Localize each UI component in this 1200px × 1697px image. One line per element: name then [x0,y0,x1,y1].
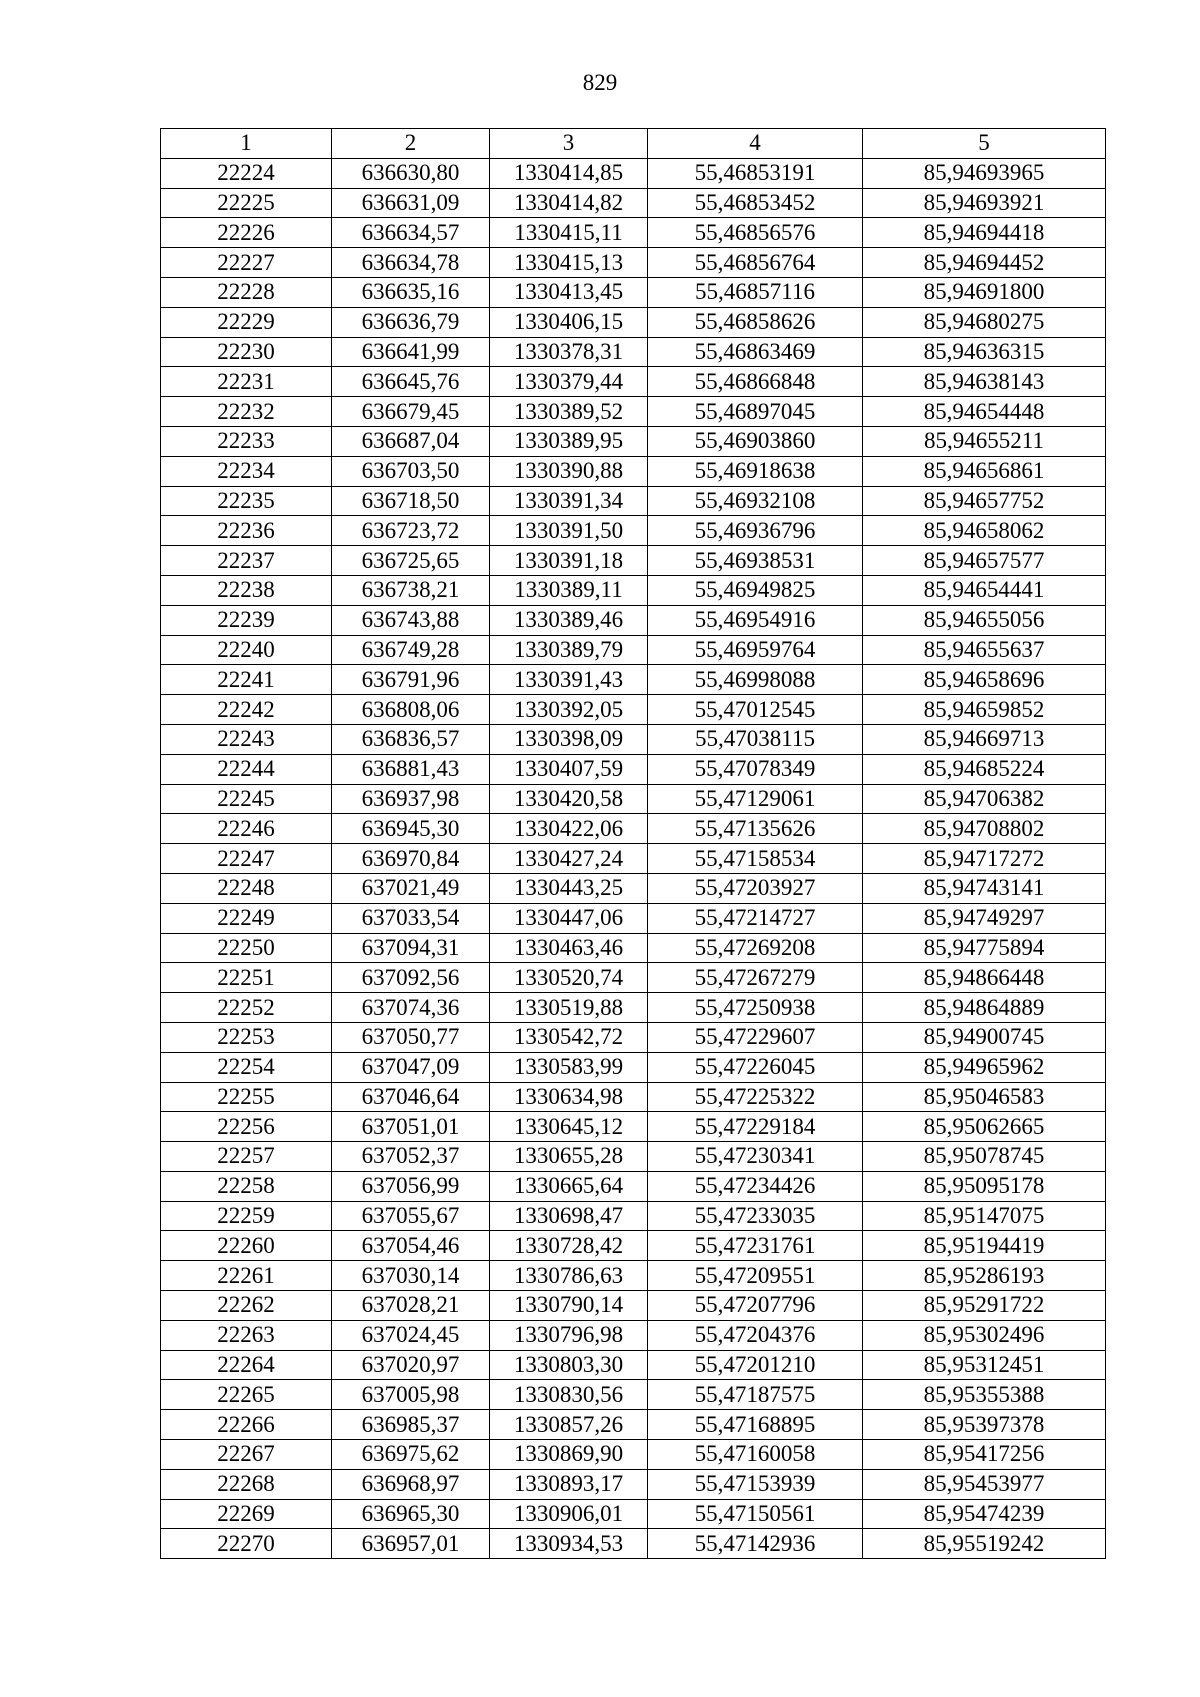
longitude-cell: 85,94636315 [863,337,1106,367]
longitude-cell: 85,94680275 [863,307,1106,337]
x-coordinate-cell: 636718,50 [332,486,490,516]
y-coordinate-cell: 1330520,74 [490,963,648,993]
latitude-cell: 55,47204376 [648,1320,863,1350]
longitude-cell: 85,95355388 [863,1380,1106,1410]
y-coordinate-cell: 1330790,14 [490,1291,648,1321]
table-row [161,546,1106,576]
longitude-cell: 85,94749297 [863,903,1106,933]
longitude-cell: 85,94654448 [863,397,1106,427]
x-coordinate-cell: 637033,54 [332,903,490,933]
y-coordinate-cell: 1330893,17 [490,1469,648,1499]
latitude-cell: 55,47038115 [648,724,863,754]
column-header-3: 3 [490,129,648,159]
y-coordinate-cell: 1330698,47 [490,1201,648,1231]
latitude-cell: 55,47078349 [648,754,863,784]
latitude-cell: 55,46863469 [648,337,863,367]
x-coordinate-cell: 636965,30 [332,1499,490,1529]
longitude-cell: 85,95291722 [863,1291,1106,1321]
latitude-cell: 55,47168895 [648,1410,863,1440]
x-coordinate-cell: 636970,84 [332,844,490,874]
x-coordinate-cell: 636634,78 [332,248,490,278]
x-coordinate-cell: 636968,97 [332,1469,490,1499]
latitude-cell: 55,47229607 [648,1022,863,1052]
x-coordinate-cell: 637056,99 [332,1171,490,1201]
x-coordinate-cell: 636937,98 [332,784,490,814]
latitude-cell: 55,47201210 [648,1350,863,1380]
y-coordinate-cell: 1330390,88 [490,456,648,486]
latitude-cell: 55,47142936 [648,1529,863,1559]
latitude-cell: 55,47225322 [648,1082,863,1112]
x-coordinate-cell: 636634,57 [332,218,490,248]
longitude-cell: 85,94655211 [863,426,1106,456]
table-row [161,1529,1106,1559]
table-row [161,1171,1106,1201]
point-number-cell: 22229 [161,307,332,337]
point-number-cell: 22243 [161,724,332,754]
x-coordinate-cell: 636808,06 [332,695,490,725]
longitude-cell: 85,94775894 [863,933,1106,963]
point-number-cell: 22251 [161,963,332,993]
point-number-cell: 22235 [161,486,332,516]
table-row [161,1261,1106,1291]
table-row [161,486,1106,516]
y-coordinate-cell: 1330447,06 [490,903,648,933]
y-coordinate-cell: 1330420,58 [490,784,648,814]
latitude-cell: 55,46853191 [648,158,863,188]
longitude-cell: 85,95078745 [863,1142,1106,1172]
latitude-cell: 55,46903860 [648,426,863,456]
y-coordinate-cell: 1330665,64 [490,1171,648,1201]
y-coordinate-cell: 1330906,01 [490,1499,648,1529]
longitude-cell: 85,95302496 [863,1320,1106,1350]
latitude-cell: 55,46853452 [648,188,863,218]
point-number-cell: 22246 [161,814,332,844]
longitude-cell: 85,95453977 [863,1469,1106,1499]
table-row [161,188,1106,218]
latitude-cell: 55,47203927 [648,873,863,903]
x-coordinate-cell: 636725,65 [332,546,490,576]
table-row [161,903,1106,933]
longitude-cell: 85,95095178 [863,1171,1106,1201]
point-number-cell: 22248 [161,873,332,903]
y-coordinate-cell: 1330392,05 [490,695,648,725]
table-row [161,218,1106,248]
x-coordinate-cell: 636738,21 [332,575,490,605]
x-coordinate-cell: 636749,28 [332,635,490,665]
latitude-cell: 55,47135626 [648,814,863,844]
table-body [161,158,1106,1558]
point-number-cell: 22250 [161,933,332,963]
point-number-cell: 22239 [161,605,332,635]
latitude-cell: 55,47160058 [648,1440,863,1470]
longitude-cell: 85,94693965 [863,158,1106,188]
y-coordinate-cell: 1330391,50 [490,516,648,546]
x-coordinate-cell: 637046,64 [332,1082,490,1112]
table-header [161,129,1106,159]
point-number-cell: 22265 [161,1380,332,1410]
table-row [161,695,1106,725]
x-coordinate-cell: 637028,21 [332,1291,490,1321]
longitude-cell: 85,94655056 [863,605,1106,635]
longitude-cell: 85,94693921 [863,188,1106,218]
point-number-cell: 22249 [161,903,332,933]
x-coordinate-cell: 637055,67 [332,1201,490,1231]
point-number-cell: 22270 [161,1529,332,1559]
x-coordinate-cell: 636723,72 [332,516,490,546]
y-coordinate-cell: 1330414,82 [490,188,648,218]
longitude-cell: 85,94691800 [863,277,1106,307]
x-coordinate-cell: 636635,16 [332,277,490,307]
y-coordinate-cell: 1330391,43 [490,665,648,695]
point-number-cell: 22230 [161,337,332,367]
latitude-cell: 55,47250938 [648,993,863,1023]
point-number-cell: 22236 [161,516,332,546]
longitude-cell: 85,95312451 [863,1350,1106,1380]
point-number-cell: 22259 [161,1201,332,1231]
y-coordinate-cell: 1330869,90 [490,1440,648,1470]
longitude-cell: 85,94900745 [863,1022,1106,1052]
y-coordinate-cell: 1330542,72 [490,1022,648,1052]
table-row [161,426,1106,456]
latitude-cell: 55,46949825 [648,575,863,605]
table-row [161,575,1106,605]
point-number-cell: 22232 [161,397,332,427]
table-row [161,277,1106,307]
longitude-cell: 85,94706382 [863,784,1106,814]
longitude-cell: 85,94743141 [863,873,1106,903]
table-row [161,1350,1106,1380]
table-row [161,1291,1106,1321]
x-coordinate-cell: 637047,09 [332,1052,490,1082]
y-coordinate-cell: 1330406,15 [490,307,648,337]
y-coordinate-cell: 1330645,12 [490,1112,648,1142]
longitude-cell: 85,94694418 [863,218,1106,248]
table-row [161,1022,1106,1052]
x-coordinate-cell: 636687,04 [332,426,490,456]
table-row [161,1320,1106,1350]
longitude-cell: 85,95417256 [863,1440,1106,1470]
x-coordinate-cell: 636975,62 [332,1440,490,1470]
x-coordinate-cell: 636631,09 [332,188,490,218]
latitude-cell: 55,47153939 [648,1469,863,1499]
point-number-cell: 22260 [161,1231,332,1261]
x-coordinate-cell: 636945,30 [332,814,490,844]
point-number-cell: 22241 [161,665,332,695]
longitude-cell: 85,94657577 [863,546,1106,576]
latitude-cell: 55,47231761 [648,1231,863,1261]
point-number-cell: 22253 [161,1022,332,1052]
table-row [161,844,1106,874]
table-row [161,933,1106,963]
latitude-cell: 55,46858626 [648,307,863,337]
latitude-cell: 55,47267279 [648,963,863,993]
y-coordinate-cell: 1330786,63 [490,1261,648,1291]
longitude-cell: 85,94864889 [863,993,1106,1023]
point-number-cell: 22261 [161,1261,332,1291]
point-number-cell: 22237 [161,546,332,576]
longitude-cell: 85,95046583 [863,1082,1106,1112]
x-coordinate-cell: 637020,97 [332,1350,490,1380]
longitude-cell: 85,94866448 [863,963,1106,993]
point-number-cell: 22227 [161,248,332,278]
y-coordinate-cell: 1330443,25 [490,873,648,903]
latitude-cell: 55,47209551 [648,1261,863,1291]
y-coordinate-cell: 1330519,88 [490,993,648,1023]
point-number-cell: 22267 [161,1440,332,1470]
table-row [161,1231,1106,1261]
latitude-cell: 55,47214727 [648,903,863,933]
y-coordinate-cell: 1330413,45 [490,277,648,307]
table-row [161,1082,1106,1112]
point-number-cell: 22264 [161,1350,332,1380]
table-row [161,158,1106,188]
point-number-cell: 22244 [161,754,332,784]
x-coordinate-cell: 636645,76 [332,367,490,397]
x-coordinate-cell: 637074,36 [332,993,490,1023]
x-coordinate-cell: 636836,57 [332,724,490,754]
latitude-cell: 55,46954916 [648,605,863,635]
y-coordinate-cell: 1330391,34 [490,486,648,516]
longitude-cell: 85,94669713 [863,724,1106,754]
table-row [161,248,1106,278]
latitude-cell: 55,46938531 [648,546,863,576]
latitude-cell: 55,46856576 [648,218,863,248]
longitude-cell: 85,95474239 [863,1499,1106,1529]
column-header-5: 5 [863,129,1106,159]
y-coordinate-cell: 1330728,42 [490,1231,648,1261]
y-coordinate-cell: 1330803,30 [490,1350,648,1380]
longitude-cell: 85,94658062 [863,516,1106,546]
point-number-cell: 22247 [161,844,332,874]
table-row [161,754,1106,784]
x-coordinate-cell: 637050,77 [332,1022,490,1052]
point-number-cell: 22266 [161,1410,332,1440]
table-row [161,873,1106,903]
y-coordinate-cell: 1330379,44 [490,367,648,397]
longitude-cell: 85,94694452 [863,248,1106,278]
point-number-cell: 22242 [161,695,332,725]
point-number-cell: 22224 [161,158,332,188]
table-row [161,1380,1106,1410]
x-coordinate-cell: 637054,46 [332,1231,490,1261]
x-coordinate-cell: 636985,37 [332,1410,490,1440]
latitude-cell: 55,46932108 [648,486,863,516]
y-coordinate-cell: 1330407,59 [490,754,648,784]
point-number-cell: 22256 [161,1112,332,1142]
table-row [161,1499,1106,1529]
x-coordinate-cell: 636636,79 [332,307,490,337]
table-row [161,635,1106,665]
latitude-cell: 55,47187575 [648,1380,863,1410]
y-coordinate-cell: 1330857,26 [490,1410,648,1440]
x-coordinate-cell: 637051,01 [332,1112,490,1142]
y-coordinate-cell: 1330655,28 [490,1142,648,1172]
table-row [161,993,1106,1023]
latitude-cell: 55,47229184 [648,1112,863,1142]
latitude-cell: 55,47234426 [648,1171,863,1201]
longitude-cell: 85,95147075 [863,1201,1106,1231]
point-number-cell: 22257 [161,1142,332,1172]
y-coordinate-cell: 1330398,09 [490,724,648,754]
y-coordinate-cell: 1330389,46 [490,605,648,635]
point-number-cell: 22263 [161,1320,332,1350]
longitude-cell: 85,94654441 [863,575,1106,605]
latitude-cell: 55,46918638 [648,456,863,486]
longitude-cell: 85,94655637 [863,635,1106,665]
latitude-cell: 55,46897045 [648,397,863,427]
x-coordinate-cell: 637030,14 [332,1261,490,1291]
x-coordinate-cell: 637094,31 [332,933,490,963]
header-row [161,129,1106,159]
x-coordinate-cell: 637005,98 [332,1380,490,1410]
y-coordinate-cell: 1330414,85 [490,158,648,188]
table-row [161,605,1106,635]
point-number-cell: 22228 [161,277,332,307]
longitude-cell: 85,94657752 [863,486,1106,516]
longitude-cell: 85,94717272 [863,844,1106,874]
point-number-cell: 22262 [161,1291,332,1321]
table-row [161,1142,1106,1172]
latitude-cell: 55,47158534 [648,844,863,874]
latitude-cell: 55,47233035 [648,1201,863,1231]
y-coordinate-cell: 1330463,46 [490,933,648,963]
y-coordinate-cell: 1330389,52 [490,397,648,427]
y-coordinate-cell: 1330583,99 [490,1052,648,1082]
y-coordinate-cell: 1330391,18 [490,546,648,576]
x-coordinate-cell: 637092,56 [332,963,490,993]
x-coordinate-cell: 636679,45 [332,397,490,427]
table-row [161,1052,1106,1082]
table-row [161,397,1106,427]
latitude-cell: 55,46857116 [648,277,863,307]
point-number-cell: 22238 [161,575,332,605]
table-row [161,337,1106,367]
x-coordinate-cell: 636791,96 [332,665,490,695]
x-coordinate-cell: 636630,80 [332,158,490,188]
y-coordinate-cell: 1330415,13 [490,248,648,278]
y-coordinate-cell: 1330389,95 [490,426,648,456]
x-coordinate-cell: 636881,43 [332,754,490,784]
y-coordinate-cell: 1330634,98 [490,1082,648,1112]
table-row [161,1201,1106,1231]
x-coordinate-cell: 637021,49 [332,873,490,903]
point-number-cell: 22252 [161,993,332,1023]
table-row [161,1469,1106,1499]
longitude-cell: 85,94708802 [863,814,1106,844]
latitude-cell: 55,47150561 [648,1499,863,1529]
y-coordinate-cell: 1330389,11 [490,575,648,605]
latitude-cell: 55,46866848 [648,367,863,397]
latitude-cell: 55,47012545 [648,695,863,725]
column-header-1: 1 [161,129,332,159]
longitude-cell: 85,95194419 [863,1231,1106,1261]
table-row [161,724,1106,754]
longitude-cell: 85,94638143 [863,367,1106,397]
point-number-cell: 22245 [161,784,332,814]
point-number-cell: 22269 [161,1499,332,1529]
latitude-cell: 55,46936796 [648,516,863,546]
point-number-cell: 22240 [161,635,332,665]
column-header-2: 2 [332,129,490,159]
y-coordinate-cell: 1330830,56 [490,1380,648,1410]
page-number: 829 [582,70,618,95]
latitude-cell: 55,47269208 [648,933,863,963]
point-number-cell: 22225 [161,188,332,218]
table-row [161,1440,1106,1470]
point-number-cell: 22231 [161,367,332,397]
longitude-cell: 85,94658696 [863,665,1106,695]
x-coordinate-cell: 637052,37 [332,1142,490,1172]
longitude-cell: 85,94685224 [863,754,1106,784]
point-number-cell: 22254 [161,1052,332,1082]
table-row [161,784,1106,814]
longitude-cell: 85,95062665 [863,1112,1106,1142]
table-row [161,456,1106,486]
x-coordinate-cell: 636957,01 [332,1529,490,1559]
longitude-cell: 85,95519242 [863,1529,1106,1559]
y-coordinate-cell: 1330934,53 [490,1529,648,1559]
longitude-cell: 85,94965962 [863,1052,1106,1082]
x-coordinate-cell: 636743,88 [332,605,490,635]
y-coordinate-cell: 1330796,98 [490,1320,648,1350]
longitude-cell: 85,95397378 [863,1410,1106,1440]
longitude-cell: 85,94659852 [863,695,1106,725]
point-number-cell: 22226 [161,218,332,248]
longitude-cell: 85,94656861 [863,456,1106,486]
x-coordinate-cell: 637024,45 [332,1320,490,1350]
y-coordinate-cell: 1330378,31 [490,337,648,367]
latitude-cell: 55,47230341 [648,1142,863,1172]
latitude-cell: 55,47129061 [648,784,863,814]
point-number-cell: 22233 [161,426,332,456]
coordinates-table [160,128,1106,1559]
table-row [161,307,1106,337]
longitude-cell: 85,95286193 [863,1261,1106,1291]
latitude-cell: 55,46959764 [648,635,863,665]
point-number-cell: 22268 [161,1469,332,1499]
y-coordinate-cell: 1330389,79 [490,635,648,665]
latitude-cell: 55,47207796 [648,1291,863,1321]
column-header-4: 4 [648,129,863,159]
x-coordinate-cell: 636641,99 [332,337,490,367]
latitude-cell: 55,46856764 [648,248,863,278]
point-number-cell: 22255 [161,1082,332,1112]
y-coordinate-cell: 1330422,06 [490,814,648,844]
table-row [161,665,1106,695]
table-row [161,963,1106,993]
point-number-cell: 22234 [161,456,332,486]
y-coordinate-cell: 1330415,11 [490,218,648,248]
table-row [161,367,1106,397]
latitude-cell: 55,47226045 [648,1052,863,1082]
table-row [161,814,1106,844]
point-number-cell: 22258 [161,1171,332,1201]
table-row [161,516,1106,546]
y-coordinate-cell: 1330427,24 [490,844,648,874]
table-row [161,1410,1106,1440]
table-row [161,1112,1106,1142]
latitude-cell: 55,46998088 [648,665,863,695]
x-coordinate-cell: 636703,50 [332,456,490,486]
